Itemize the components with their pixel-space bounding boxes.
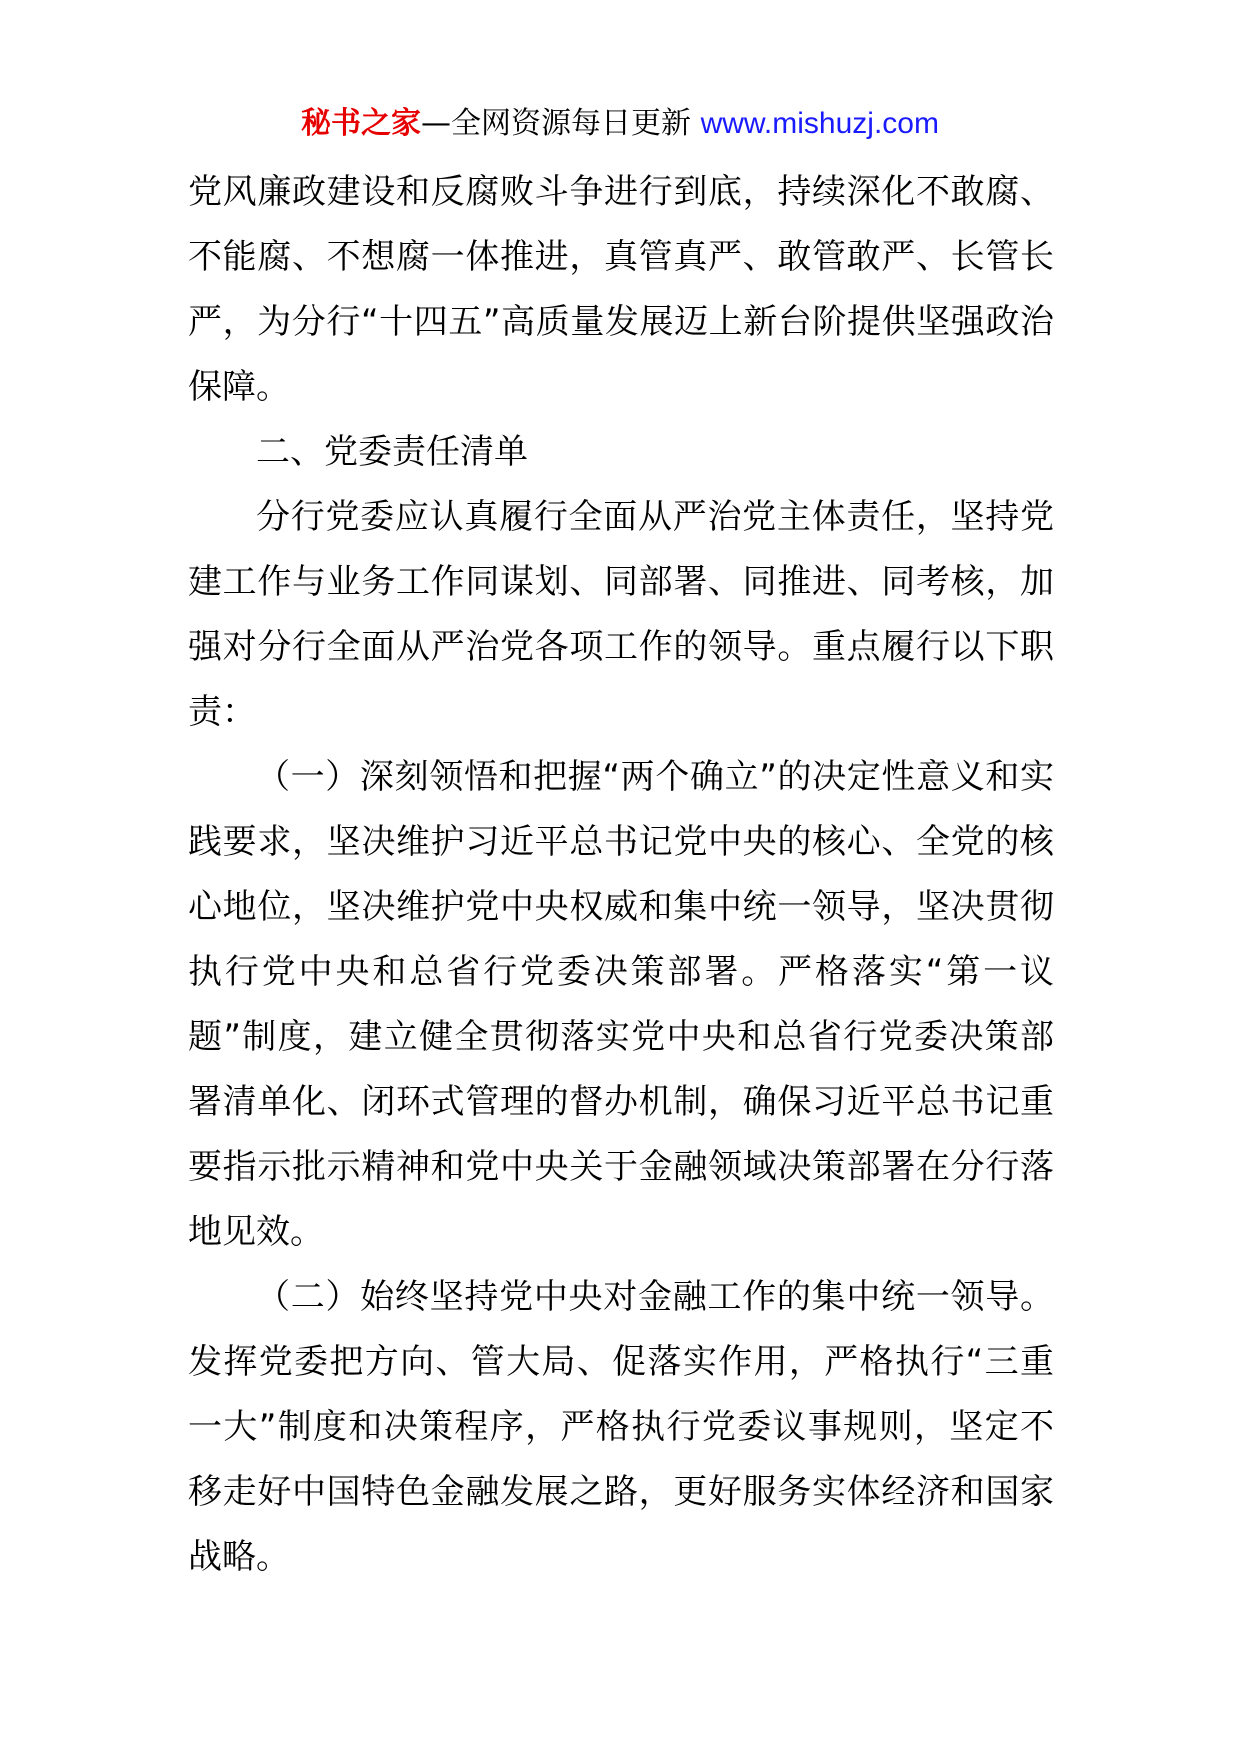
site-brand: 秘书之家 bbox=[301, 106, 422, 141]
section-heading: 二、党委责任清单 bbox=[256, 432, 528, 472]
paragraph-continuation: 党风廉政建设和反腐败斗争进行到底，持续深化不敢腐、不能腐、不想腐一体推进，真管真严、敢管敢严、长管长严，为分行“十四五”高质量发展迈上新台阶提供坚强政治保障。 bbox=[188, 172, 1054, 407]
paragraph-intro: 分行党委应认真履行全面从严治党主体责任，坚持党建工作与业务工作同谋划、同部署、同推进、同考核，加强对分行全面从严治党各项工作的领导。重点履行以下职责： bbox=[188, 497, 1054, 732]
paragraph-item-2: （二）始终坚持党中央对金融工作的集中统一领导。发挥党委把方向、管大局、促落实作用，严格执行“三重一大”制度和决策程序，严格执行党委议事规则，坚定不移走好中国特色金融发展之路，更好服务实体经济和国家战略。 bbox=[188, 1277, 1054, 1577]
document-body bbox=[188, 160, 1054, 1590]
paragraph-item-1: （一）深刻领悟和把握“两个确立”的决定性意义和实践要求，坚决维护习近平总书记党中央的核心、全党的核心地位，坚决维护党中央权威和集中统一领导，坚决贯彻执行党中央和总省行党委决策部署。严格落实“第一议题”制度，建立健全贯彻落实党中央和总省行党委决策部署清单化、闭环式管理的督办机制，确保习近平总书记重要指示批示精神和党中央关于金融领域决策部署在分行落地见效。 bbox=[188, 757, 1054, 1252]
site-header bbox=[0, 100, 1240, 148]
site-tagline: —全网资源每日更新 bbox=[421, 106, 701, 141]
site-url-link[interactable]: www.mishuzj.com bbox=[700, 107, 939, 140]
